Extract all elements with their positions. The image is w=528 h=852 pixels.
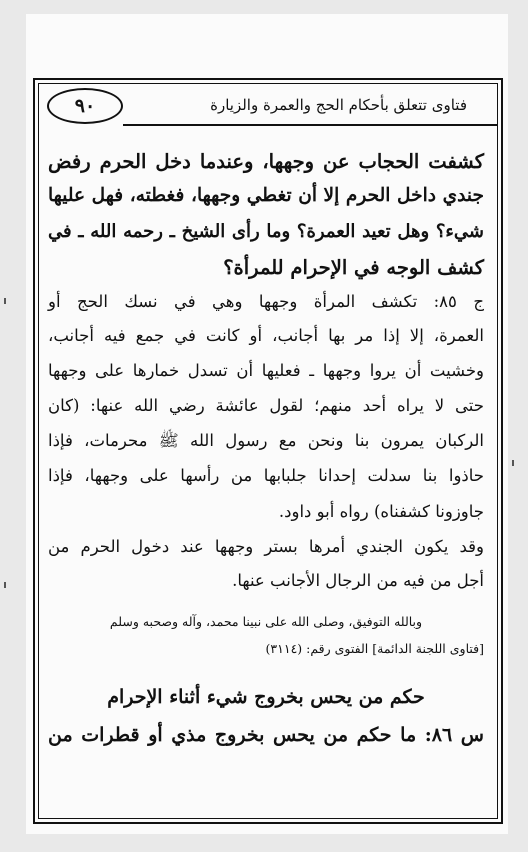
scan-mark [4, 298, 6, 304]
question-line: جندي داخل الحرم إلا أن تغطي وجهها، فغطته، فهل عليها [48, 185, 484, 206]
header-rule [123, 124, 497, 126]
question-line: كشفت الحجاب عن وجهها، وعندما دخل الحرم رفض [48, 150, 484, 173]
answer-line: جاوزونا كشفناه) رواه أبو داود. [278, 502, 484, 521]
question-line: كشف الوجه في الإحرام للمرأة؟ [223, 256, 484, 279]
answer-line: وقد يكون الجندي أمرها بستر وجهها عند دخول الحرم من [48, 537, 484, 556]
answer-line: العمرة، إلا إذا مر بها أجانب، أو كانت في جمع فيه أجانب، [48, 326, 484, 345]
fatwa-reference: [فتاوى اللجنة الدائمة] الفتوى رقم: (٣١١٤) [265, 641, 484, 656]
scan-mark [512, 460, 514, 466]
answer-line: الركبان يمرون بنا ونحن مع رسول الله ﷺ محرمات، فإذا [48, 431, 484, 450]
scan-mark [4, 582, 6, 588]
next-question-line: س ٨٦: ما حكم من يحس بخروج مذي أو قطرات من [48, 724, 484, 746]
question-line: شيء؟ وهل تعيد العمرة؟ وما رأى الشيخ ـ رحمه الله ـ في [48, 221, 484, 242]
page-header [33, 86, 503, 136]
page-number: ٩٠ [47, 88, 123, 124]
answer-line: أجل من فيه من الرجال الأجانب عنها. [232, 571, 484, 590]
answer-line: ج ٨٥: تكشف المرأة وجهها وهي في نسك الحج أو [48, 292, 484, 311]
answer-line: حتى لا يراه أحد منهم؛ لقول عائشة رضي الله عنها: (كان [48, 396, 484, 415]
answer-line: وخشيت أن يروا وجهها ـ فعليها أن تسدل خمارها على وجهها [48, 361, 484, 380]
section-title: حكم من يحس بخروج شيء أثناء الإحرام [107, 686, 425, 708]
closing-formula: وبالله التوفيق، وصلى الله على نبينا محمد، وآله وصحبه وسلم [109, 614, 423, 629]
answer-line: حاذوا بنا سدلت إحدانا جلبابها من رأسها على وجهها، فإذا [48, 466, 484, 485]
running-title: فتاوى تتعلق بأحكام الحج والعمرة والزيارة [210, 96, 467, 114]
